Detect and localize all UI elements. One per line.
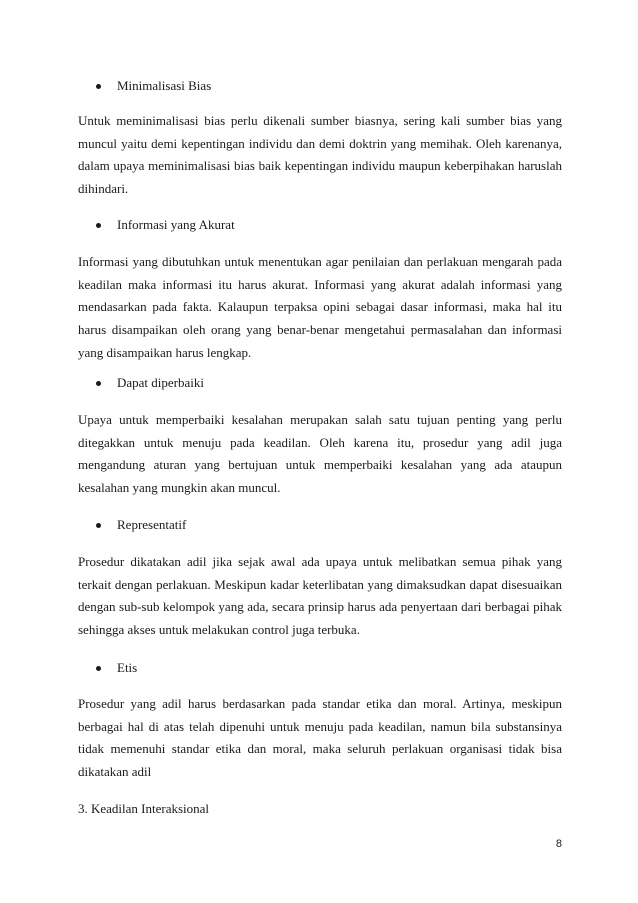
bullet-item-etis xyxy=(96,658,137,678)
bullet-icon xyxy=(96,666,101,671)
bullet-label: Minimalisasi Bias xyxy=(117,78,212,93)
bullet-item-representatif xyxy=(96,515,186,535)
paragraph-informasi-akurat: Informasi yang dibutuhkan untuk menentukan agar penilaian dan perlakuan mengarah pada keadilan maka informasi itu harus akurat. Informasi yang akurat adalah informasi yang mendasarkan pada fakta. Kalaupun terpaksa opini sebagai dasar informasi, maka hal itu harus disampaikan oleh orang yang benar-benar mengetahui permasalahan dan informasi yang disampaikan harus lengkap. xyxy=(78,254,562,360)
paragraph-dapat-diperbaiki: Upaya untuk memperbaiki kesalahan merupakan salah satu tujuan penting yang perlu ditegakkan untuk menuju pada keadilan. Oleh karena itu, prosedur yang adil juga mengandung aturan yang bertujuan untuk memperbaiki kesalahan yang ada ataupun kesalahan yang mungkin akan muncul. xyxy=(78,412,562,496)
bullet-icon xyxy=(96,223,101,228)
bullet-label: Informasi yang Akurat xyxy=(117,217,235,232)
bullet-label: Etis xyxy=(117,660,138,675)
bullet-item-informasi-akurat xyxy=(96,215,235,235)
bullet-item-dapat-diperbaiki xyxy=(96,373,204,393)
paragraph-etis: Prosedur yang adil harus berdasarkan pada standar etika dan moral. Artinya, meskipun berbagai hal di atas telah dipenuhi untuk menuju pada keadilan, namun bila substansinya tidak memenuhi standar etika dan moral, maka seluruh perlakuan organisasi tidak bisa dikatakan adil xyxy=(78,696,562,780)
bullet-label: Dapat diperbaiki xyxy=(117,375,204,390)
paragraph-representatif: Prosedur dikatakan adil jika sejak awal ada upaya untuk melibatkan semua pihak yang terkait dengan perlakuan. Meskipun kadar keterlibatan yang dimaksudkan dapat disesuaikan dengan sub-sub kelompok yang ada, secara prinsip harus ada penyertaan dari berbagai pihak sehingga akses untuk melakukan control juga terbuka. xyxy=(78,554,562,638)
bullet-icon xyxy=(96,381,101,386)
bullet-icon xyxy=(96,84,101,89)
bullet-item-minimalisasi-bias xyxy=(96,76,211,96)
page-number: 8 xyxy=(555,838,562,850)
section-heading: 3. Keadilan Interaksional xyxy=(78,801,210,816)
bullet-icon xyxy=(96,523,101,528)
bullet-label: Representatif xyxy=(117,517,187,532)
paragraph-minimalisasi-bias: Untuk meminimalisasi bias perlu dikenali sumber biasnya, sering kali sumber bias yang muncul yaitu demi kepentingan individu dan demi doktrin yang memihak. Oleh karenanya, dalam upaya meminimalisasi bias baik kepentingan individu maupun keberpihakan haruslah dihindari. xyxy=(78,113,562,197)
